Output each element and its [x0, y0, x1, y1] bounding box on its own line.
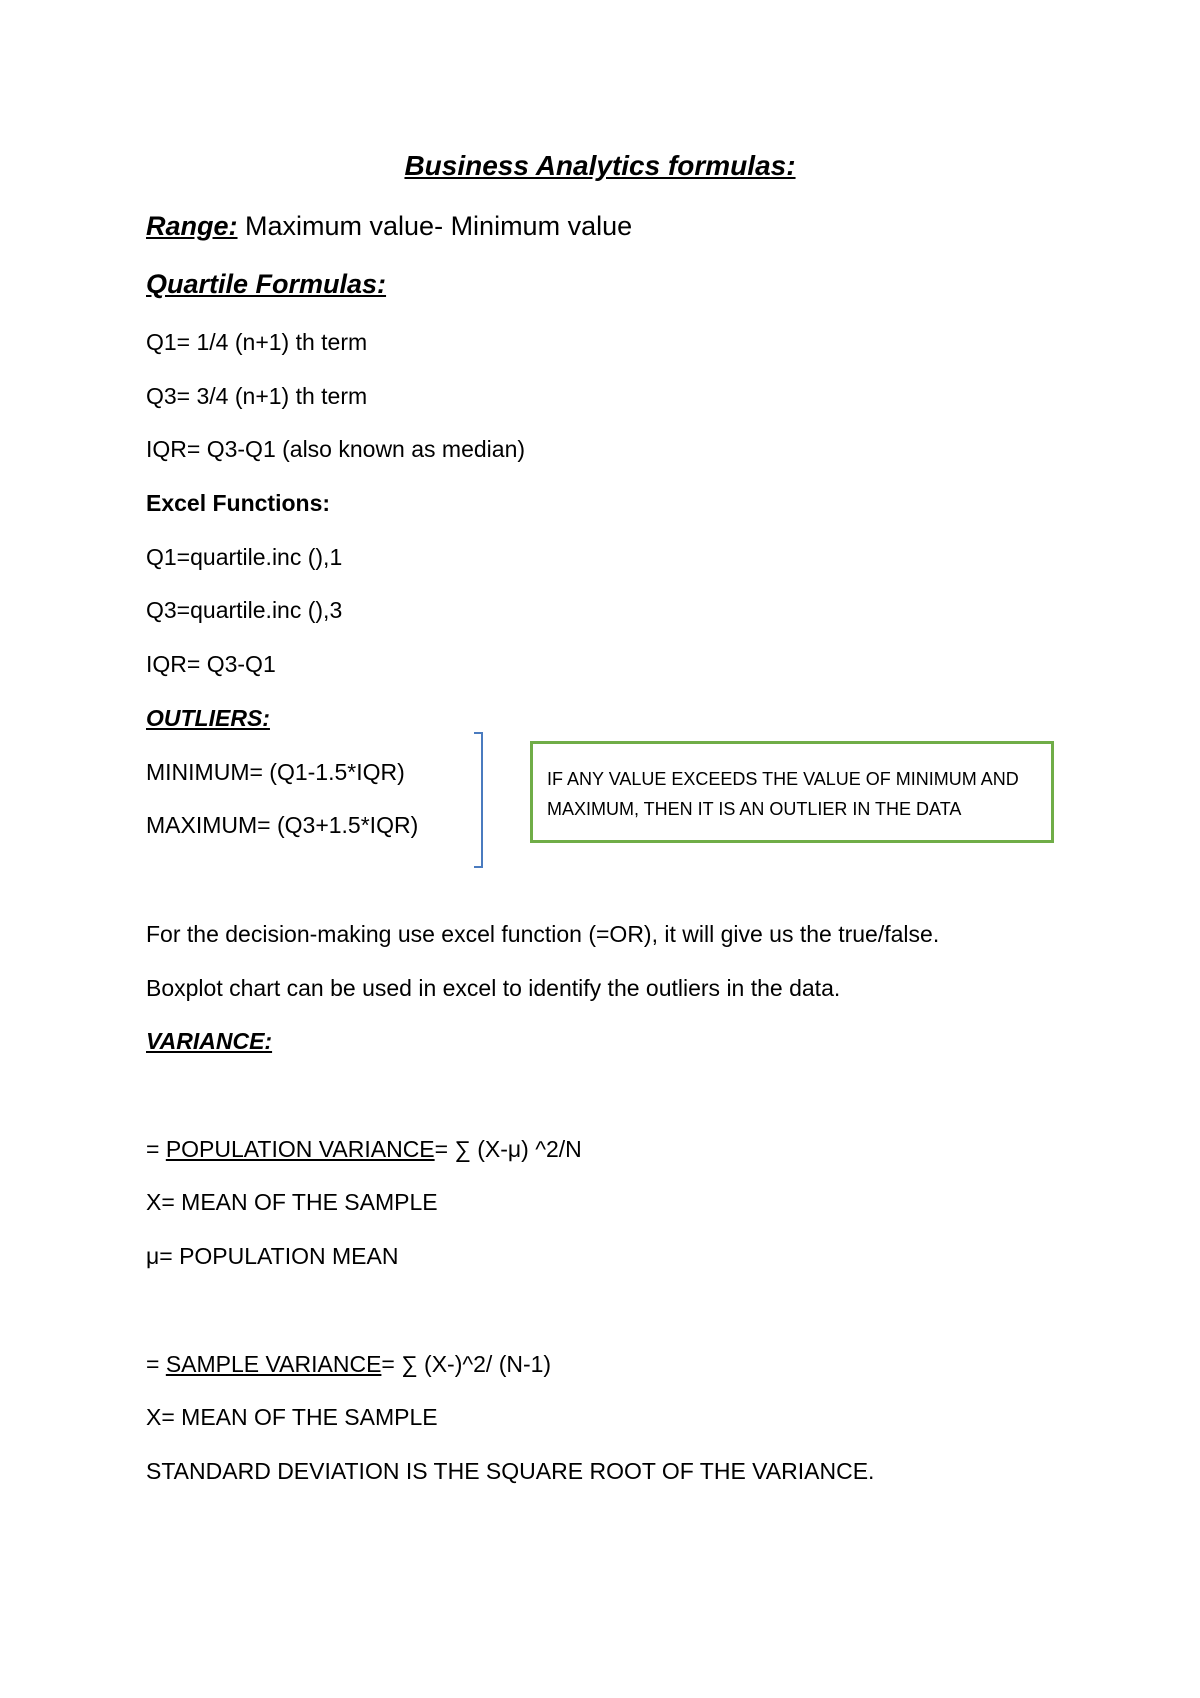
sample-variance-expression: = ∑ (X-)^2/ (N-1): [381, 1351, 552, 1377]
right-bracket: [474, 732, 483, 868]
outliers-minimum: MINIMUM= (Q1-1.5*IQR): [146, 759, 405, 785]
population-variance-formula: [146, 1135, 582, 1163]
population-variance-expression: = ∑ (X-μ) ^2/N: [434, 1136, 582, 1162]
quartile-heading: Quartile Formulas:: [146, 269, 387, 299]
population-mu-definition: μ= POPULATION MEAN: [146, 1243, 399, 1269]
excel-heading: Excel Functions:: [146, 490, 331, 516]
population-variance-label: POPULATION VARIANCE: [165, 1136, 435, 1162]
excel-q3: Q3=quartile.inc (),3: [146, 597, 343, 623]
range-text: Maximum value- Minimum value: [237, 211, 633, 241]
sample-x-definition: X= MEAN OF THE SAMPLE: [146, 1404, 438, 1430]
sample-variance-formula: [146, 1350, 551, 1378]
boxplot-note: Boxplot chart can be used in excel to identify the outliers in the data.: [146, 975, 841, 1001]
quartile-q1: Q1= 1/4 (n+1) th term: [146, 329, 368, 355]
decision-note: For the decision-making use excel function (=OR), it will give us the true/false.: [146, 921, 940, 947]
population-x-definition: X= MEAN OF THE SAMPLE: [146, 1189, 438, 1215]
outlier-callout-box: [530, 741, 1054, 843]
callout-line-1: IF ANY VALUE EXCEEDS THE VALUE OF MINIMUM AND: [547, 769, 1019, 789]
std-dev-note: STANDARD DEVIATION IS THE SQUARE ROOT OF THE VARIANCE.: [146, 1458, 875, 1484]
sample-prefix: =: [146, 1351, 166, 1377]
range-line: [146, 212, 632, 240]
variance-heading: VARIANCE:: [146, 1028, 273, 1054]
quartile-q3: Q3= 3/4 (n+1) th term: [146, 383, 368, 409]
range-label: Range:: [146, 211, 238, 241]
page-title: Business Analytics formulas:: [404, 150, 796, 181]
excel-q1: Q1=quartile.inc (),1: [146, 544, 343, 570]
outliers-heading: OUTLIERS:: [146, 705, 270, 731]
sample-variance-label: SAMPLE VARIANCE: [165, 1351, 382, 1377]
callout-line-2: MAXIMUM, THEN IT IS AN OUTLIER IN THE DATA: [547, 799, 962, 819]
excel-iqr: IQR= Q3-Q1: [146, 651, 276, 677]
quartile-iqr: IQR= Q3-Q1 (also known as median): [146, 436, 526, 462]
outliers-maximum: MAXIMUM= (Q3+1.5*IQR): [146, 812, 419, 838]
population-prefix: =: [146, 1136, 166, 1162]
